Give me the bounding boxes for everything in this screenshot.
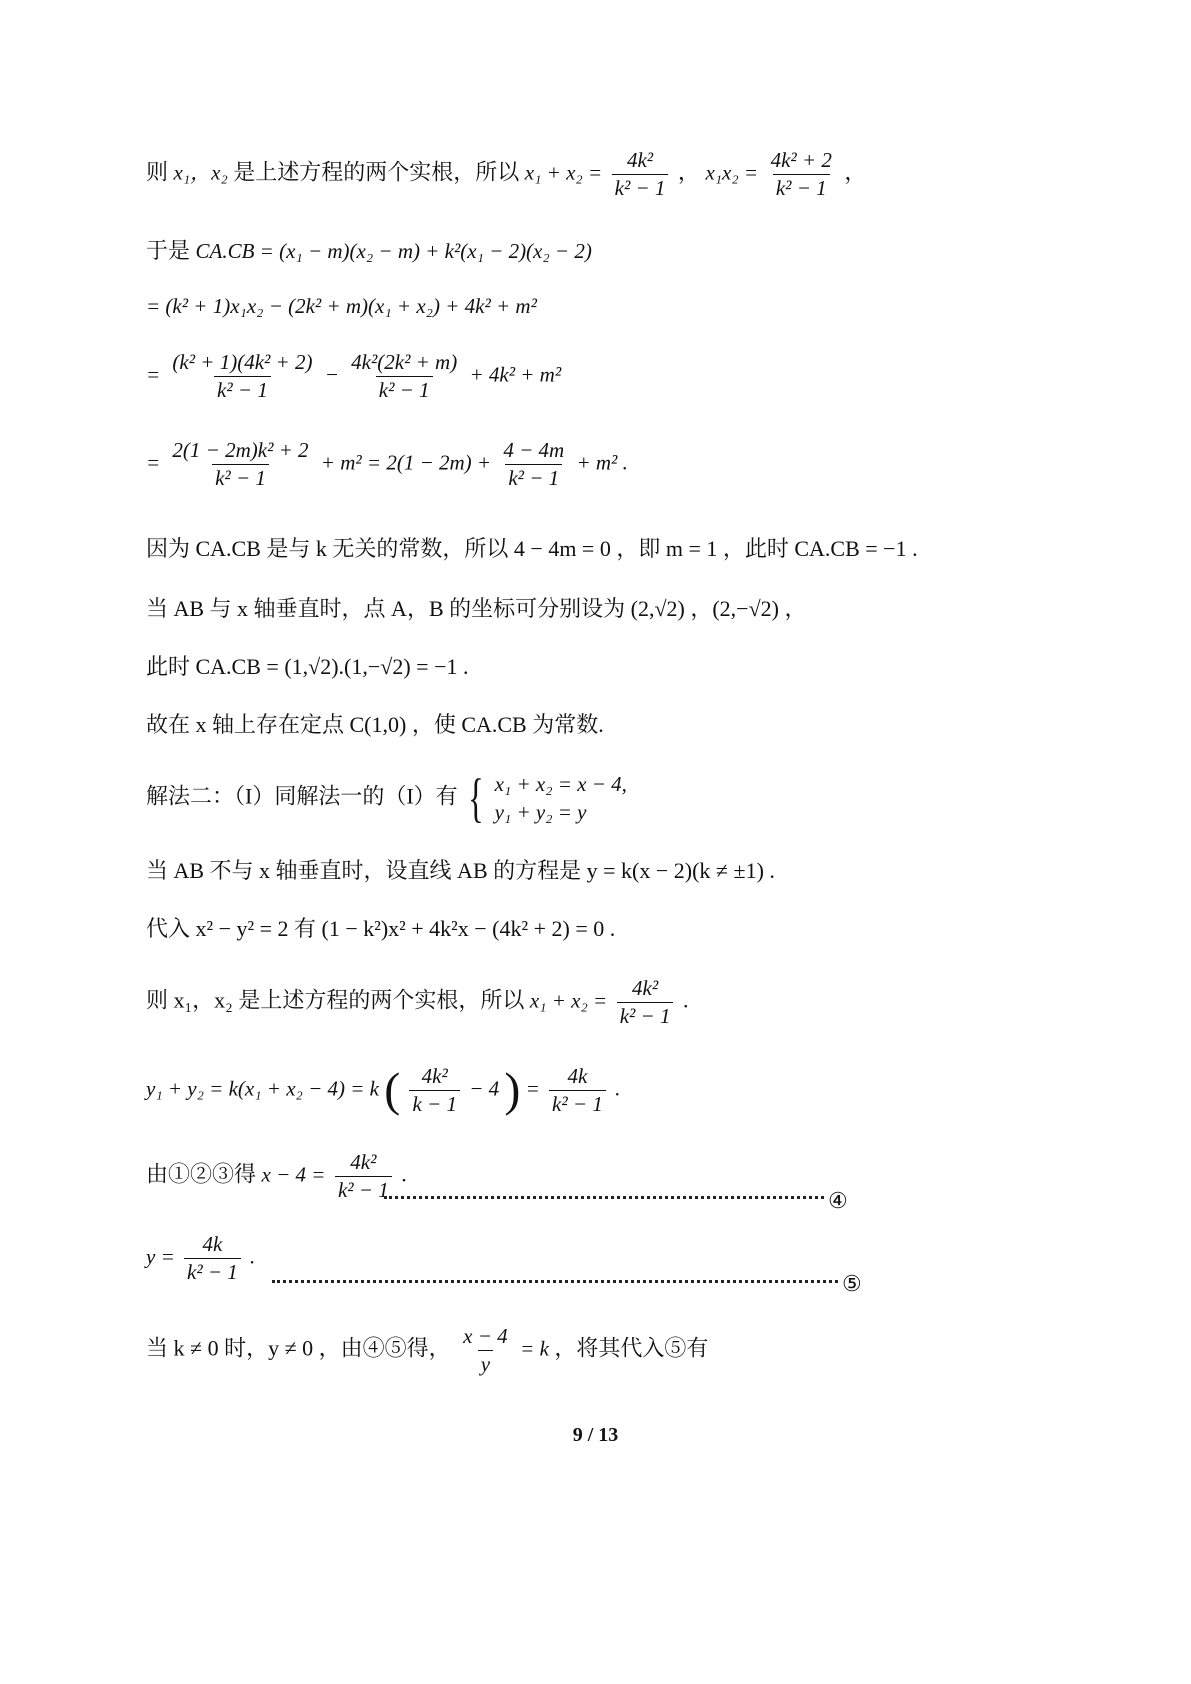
dotted-leader — [272, 1280, 838, 1283]
fraction: $\frac{\text{4k²(2k² + m)}}{\text{k² − 1}}$ — [351, 350, 458, 402]
line-4: = $\frac{\text{(k² + 1)(4k² + 2)}}{\text{k² − 1}}$ − $\frac{\text{4k²(2k² + m)}}{\text{k² − 1}}$ + 4k² + m² — [146, 350, 562, 402]
fraction: $\frac{\text{(k² + 1)(4k² + 2)}}{\text{k² − 1}}$ — [172, 350, 313, 402]
equation-system: x₁ + x₂ = x − 4, y₁ + y₂ = y — [494, 772, 627, 825]
fraction: $\frac{\text{4k²}}{k - 1}$ — [409, 1066, 460, 1115]
line-15: 由①②③得 x − 4 = $\frac{\text{4k²}}{\text{k² − 1}}$ . — [146, 1150, 407, 1202]
fraction: $\frac{\text{4k²}}{\text{k² − 1}}$ — [617, 978, 674, 1027]
math: x₁x₂ = — [705, 160, 759, 185]
line-6: 因为 CA.CB 是与 k 无关的常数，所以 4 − 4m = 0 ，即 m = 1 ，此时 CA.CB = −1 . — [146, 536, 918, 561]
fraction: $\frac{\text{4k²}}{\text{k² − 1}}$ — [335, 1152, 392, 1201]
line-8: 此时 CA.CB = (1,√2).(1,−√2) = −1 . — [146, 654, 469, 679]
line-7: 当 AB 与 x 轴垂直时，点 A，B 的坐标可分别设为 (2,√2) ，(2,−√2) ， — [146, 596, 807, 621]
line-14: y₁ + y₂ = k(x₁ + x₂ − 4) = k ( $\frac{\text{4k²}}{k - 1}$ − 4 ) = $\frac{4k}{\text{k² − 1}}$ . — [146, 1063, 621, 1117]
line-1: 则 x₁，x₂ 是上述方程的两个实根，所以 x₁ + x₂ = $\frac{\text{4k²}}{\text{k² − 1}}$ ， x₁x₂ = $\frac{\text{4k² + 2}}{\text{k² − 1}}$ ， — [146, 148, 867, 200]
dotted-leader — [384, 1196, 824, 1199]
line-5: = $\frac{\text{2(1 − 2m)k² + 2}}{\text{k² − 1}}$ + m² = 2(1 − 2m) + $\frac{4 - 4m}{\text{k² − 1}}$ + m² . — [146, 438, 628, 490]
brace: { — [468, 768, 484, 829]
line-9: 故在 x 轴上存在定点 C(1,0) ，使 CA.CB 为常数. — [146, 712, 604, 737]
text: 是上述方程的两个实根，所以 — [233, 159, 520, 185]
fraction: $\frac{4k}{\text{k² − 1}}$ — [549, 1066, 606, 1115]
line-13: 则 x₁，x₂ 是上述方程的两个实根，所以 x₁ + x₂ = $\frac{\text{4k²}}{\text{k² − 1}}$ . — [146, 976, 689, 1028]
line-3: = (k² + 1)x₁x₂ − (2k² + m)(x₁ + x₂) + 4k² + m² — [146, 294, 537, 318]
equation-marker: ⑤ — [842, 1271, 862, 1296]
math-vars: x₁，x₂ — [173, 160, 228, 185]
fraction: $\frac{x - 4}{y}$ — [463, 1324, 508, 1376]
text: 则 — [146, 159, 169, 185]
line-17: 当 k ≠ 0 时，y ≠ 0 ，由④⑤得， $\frac{x - 4}{y}$ = k ，将其代入⑤有 — [146, 1324, 709, 1376]
fraction: $\frac{4 - 4m}{\text{k² − 1}}$ — [503, 438, 565, 490]
line-2: 于是 CA.CB = (x₁ − m)(x₂ − m) + k²(x₁ − 2)(x₂ − 2) — [146, 238, 592, 263]
fraction: $\frac{4k}{\text{k² − 1}}$ — [184, 1234, 241, 1283]
fraction: $\frac{\text{2(1 − 2m)k² + 2}}{\text{k² − 1}}$ — [172, 438, 309, 490]
line-16: y = $\frac{4k}{\text{k² − 1}}$ . — [146, 1232, 256, 1284]
fraction: $\frac{\text{4k²}}{\text{k² − 1}}$ — [612, 150, 669, 199]
fraction: $\frac{\text{4k² + 2}}{\text{k² − 1}}$ — [770, 148, 832, 200]
page-number: 9 / 13 — [572, 1424, 619, 1446]
line-10: 解法二：（I）同解法一的（I）有 { x₁ + x₂ = x − 4, y₁ + y₂ = y — [146, 768, 627, 829]
math: x₁ + x₂ = — [524, 160, 603, 185]
line-12: 代入 x² − y² = 2 有 (1 − k²)x² + 4k²x − (4k² + 2) = 0 . — [146, 916, 616, 941]
math: CA.CB = (x₁ − m)(x₂ − m) + k²(x₁ − 2)(x₂ − 2) — [195, 239, 592, 263]
equation-marker: ④ — [828, 1188, 848, 1213]
line-11: 当 AB 不与 x 轴垂直时，设直线 AB 的方程是 y = k(x − 2)(k ≠ ±1) . — [146, 858, 775, 883]
